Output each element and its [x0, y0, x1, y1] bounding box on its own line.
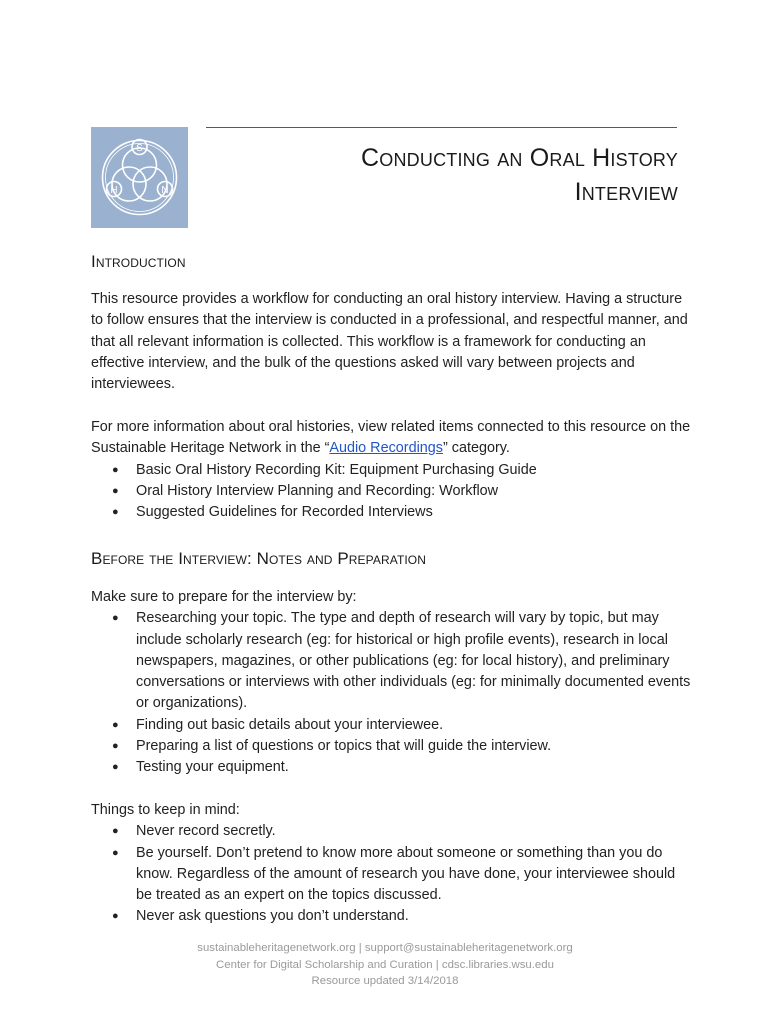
introduction-paragraph: [91, 289, 691, 395]
footer-updated: Resource updated 3/14/2018: [311, 975, 459, 987]
list-item: ● Never ask questions you don’t understand.: [91, 906, 691, 927]
list-item: ● Testing your equipment.: [91, 757, 691, 778]
list-item: ● Researching your topic. The type and depth of research will vary by topic, but may include scholarly research (eg: for historical or high profile events), research in local newspapers, magazines, or other publications (eg: for local history), and preliminary conversations or interviews with other individuals (eg: for minimally documented events or organizations).: [91, 608, 691, 714]
prepare-intro: Make sure to prepare for the interview by:: [91, 589, 357, 605]
keep-in-mind-section: [91, 800, 691, 928]
list-item: ● Suggested Guidelines for Recorded Interviews: [91, 502, 691, 523]
list-item: ● Oral History Interview Planning and Recording: Workflow: [91, 481, 691, 502]
page-footer: [0, 940, 770, 990]
preparation-section: [91, 587, 691, 779]
footer-contact: sustainableheritagenetwork.org | support@sustainableheritagenetwork.org: [197, 942, 573, 954]
before-interview-heading: Before the Interview: Notes and Preparation: [91, 549, 427, 568]
list-item: ● Finding out basic details about your interviewee.: [91, 715, 691, 736]
shn-logo: [91, 127, 188, 228]
introduction-heading: Introduction: [91, 252, 186, 271]
audio-recordings-link[interactable]: Audio Recordings: [329, 440, 443, 457]
title-line-1: Conducting an Oral History: [361, 144, 678, 172]
list-item: ● Basic Oral History Recording Kit: Equipment Purchasing Guide: [91, 460, 691, 481]
prepare-list: [91, 608, 691, 778]
title-rule: [206, 127, 677, 128]
title-line-2: Interview: [574, 178, 678, 206]
footer-center: Center for Digital Scholarship and Curation | cdsc.libraries.wsu.edu: [216, 958, 554, 971]
list-item: ● Never record secretly.: [91, 821, 691, 842]
related-resources-section: [91, 417, 691, 523]
keep-in-mind-list: [91, 821, 691, 927]
logo-letter-h: H: [110, 185, 118, 196]
more-info-before: For more information about oral histories, view related items connected to this resource on the Sustainable Heritage Network in the “: [91, 419, 691, 457]
more-info-text: [91, 417, 691, 460]
related-items-list: [91, 460, 691, 524]
more-info-after: ” category.: [442, 440, 510, 457]
logo-letter-n: N: [161, 185, 169, 196]
list-item: ● Preparing a list of questions or topics that will guide the interview.: [91, 736, 691, 757]
document-title: [258, 141, 678, 209]
shn-logo-emblem: [91, 127, 188, 228]
list-item: ● Be yourself. Don’t pretend to know more about someone or something than you do know. Regardless of the amount of research you have done, your interviewee should be treated as an expert on the topics discussed.: [91, 843, 691, 907]
logo-letter-s: S: [136, 143, 143, 154]
introduction-text: This resource provides a workflow for conducting an oral history interview. Having a structure to follow ensures that the interview is conducted in a professional, and respectful manner, and that all relevant information is collected. This workflow is a framework for conducting an effective interview, and the bulk of the questions asked will vary between projects and interviewees.: [91, 291, 688, 393]
keep-in-mind-intro: Things to keep in mind:: [91, 802, 240, 818]
